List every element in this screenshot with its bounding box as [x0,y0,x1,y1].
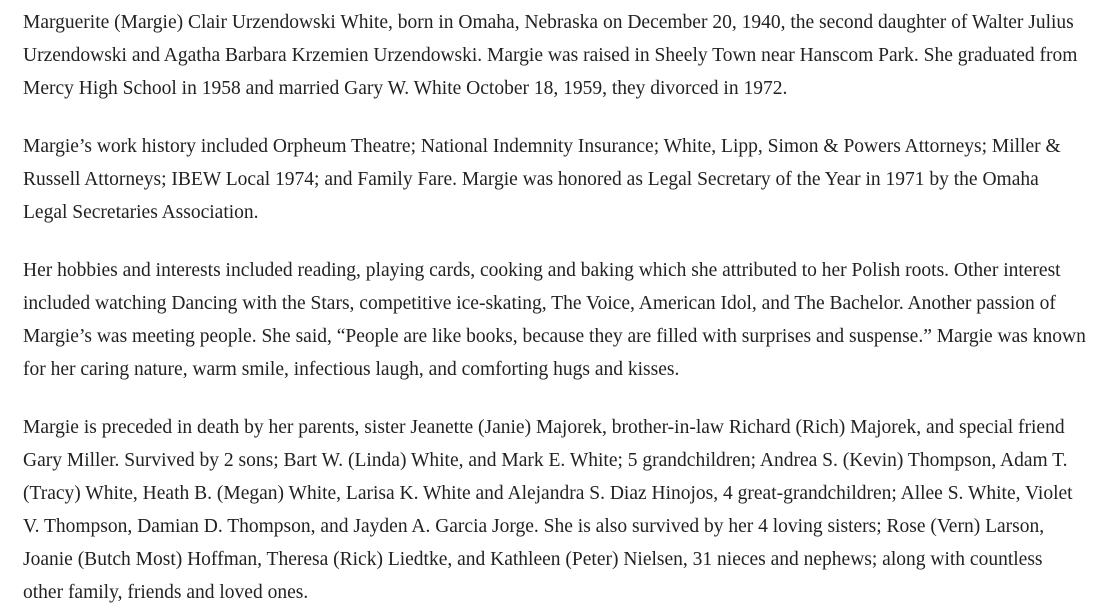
paragraph-biography: Marguerite (Margie) Clair Urzendowski White, born in Omaha, Nebraska on December 20, 1940, the second daughter of Walter Julius Urzendowski and Agatha Barbara Krzemien Urzendowski. Margie was raised in Sheely Town near Hanscom Park. She graduated from Mercy High School in 1958 and married Gary W. White October 18, 1959, they divorced in 1972. [23,12,1078,99]
paragraph-family: Margie is preceded in death by her parents, sister Jeanette (Janie) Majorek, brother-in-law Richard (Rich) Majorek, and special friend Gary Miller. Survived by 2 sons; Bart W. (Linda) White, and Mark E. White; 5 grandchildren; Andrea S. (Kevin) Thompson, Adam T. (Tracy) White, Heath B. (Megan) White, Larisa K. White and Alejandra S. Diaz Hinojos, 4 great-grandchildren; Allee S. White, Violet V. Thompson, Damian D. Thompson, and Jayden A. Garcia Jorge. She is also survived by her 4 loving sisters; Rose (Vern) Larson, Joanie (Butch Most) Hoffman, Theresa (Rick) Liedtke, and Kathleen (Peter) Nielsen, 31 nieces and nephews; along with countless other family, friends and loved ones. [23,417,1073,603]
paragraph-hobbies: Her hobbies and interests included reading, playing cards, cooking and baking which she attributed to her Polish roots. Other interest included watching Dancing with the Stars, competitive ice-skating, The Voice, American Idol, and The Bachelor. Another passion of Margie’s was meeting people. She said, “People are like books, because they are filled with surprises and suspense.” Margie was known for her caring nature, warm smile, infectious laugh, and comforting hugs and kisses. [23,260,1086,380]
paragraph-work-history: Margie’s work history included Orpheum Theatre; National Indemnity Insurance; White, Lipp, Simon & Powers Attorneys; Miller & Russell Attorneys; IBEW Local 1974; and Family Fare. Margie was honored as Legal Secretary of the Year in 1971 by the Omaha Legal Secretaries Association. [23,136,1061,223]
